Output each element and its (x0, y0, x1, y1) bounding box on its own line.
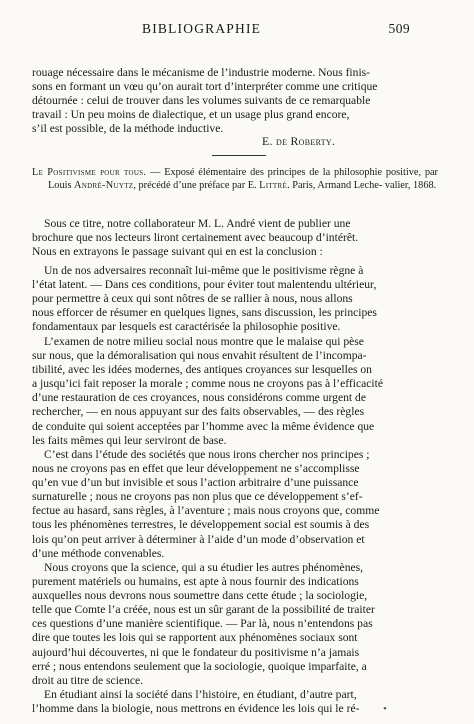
book-title: Le Positivisme pour tous. (32, 167, 147, 178)
text-line: d’une méthode convenables. (32, 546, 165, 560)
reference-text: par Louis (48, 167, 438, 191)
text-line: Un de nos adversaires reconnaît lui-même que le positivisme règne à (44, 264, 364, 277)
text-line: Nous croyons que la science, qui a su étudier les autres phénomènes, (44, 561, 364, 574)
text-line: s’il est possible, de la méthode inductive. (32, 122, 224, 136)
text-line: tibilité, avec les idées modernes, des antiques croyances sur lesquelles on (32, 363, 372, 377)
text-line: nous efforcer de résumer en quelques lignes, sans discussion, les principes (32, 306, 377, 320)
text-line: sons en formant un vœu qu’on aurait tort d’interpréter comme une critique (32, 80, 378, 94)
text-line: a jusqu’ici fait reposer la morale ; comme nous ne croyons pas à l’efficacité (32, 377, 384, 391)
review-signature: E. de Roberty. (262, 134, 336, 148)
text-line: erré ; nous entendons seulement que la sociologie, quoique imparfaite, a (32, 659, 367, 673)
text-line: tous les phénomènes terrestres, le développement social est soumis à des (32, 518, 370, 532)
text-line: rechercher, — en nous appuyant sur des faits observables, — des règles (32, 405, 365, 419)
quoted-paragraph-1 (32, 264, 440, 334)
text-line: auxquelles nous devrons nous soumettre dans cette étude ; la sociologie, (32, 589, 368, 603)
text-line: ces questions d’une manière scientifique. — Par là, nous n’entendons pas (32, 617, 373, 631)
text-line: En étudiant ainsi la société dans l’histoire, en étudiant, d’autre part, (44, 688, 357, 701)
text-line: rouage nécessaire dans le mécanisme de l’industrie moderne. Nous finis- (32, 66, 371, 79)
text-line: fectue au hasard, sans règles, à l’aventure ; mais nous croyons que, comme (32, 504, 380, 518)
book-reference (32, 167, 438, 192)
running-head-title: BIBLIOGRAPHIE (142, 21, 262, 36)
text-line: droit au titre de science. (32, 673, 144, 687)
text-line: les faits mêmes qui leur serviront de base. (32, 433, 227, 447)
text-line: C’est dans l’étude des sociétés que nous irons chercher nos principes ; (44, 448, 370, 461)
text-line: lois qu’on peut arriver à déterminer à l’aide d’un mode d’observation et (32, 532, 365, 546)
text-line: l’homme dans la biologie, nous mettrons en évidence les lois qui le ré- (32, 702, 360, 716)
reference-text: — Exposé élémentaire des principes de la philosophie positive, (146, 167, 422, 178)
text-line: de conduite qui soient acceptées par l’homme avec la même évidence que (32, 419, 375, 433)
quoted-paragraph-5 (32, 688, 440, 716)
quoted-paragraph-2 (32, 335, 440, 448)
text-line: sur nous, que la démoralisation qui nous envahit résultent de l’incompa- (32, 349, 367, 363)
text-line: Nous en extrayons le passage suivant qui en est la conclusion : (32, 245, 323, 259)
text-line: nous ne croyons pas en effet que leur développement ne s’accomplisse (32, 462, 360, 476)
text-line: Sous ce titre, notre collaborateur M. L. André vient de publier une (44, 217, 351, 230)
author-name: André-Nuytz (74, 179, 134, 191)
text-line: fondamentaux par lesquels est caractérisée la philosophie positive. (32, 320, 341, 334)
review-introduction (32, 217, 440, 259)
text-line: travail : Un peu moins de dialectique, et un usage plus grand encore, (32, 108, 350, 122)
prefacer-name: Littré (259, 179, 288, 191)
margin-mark: • (383, 703, 387, 715)
text-line: telle que Comte l’a créée, nous est un sûr garant de la possibilité de traiter (32, 603, 375, 617)
text-line: aujourd’hui découvertes, ni que le fondateur du positivisme n’a jamais (32, 645, 360, 659)
text-line: surnaturelle ; nous ne croyons pas non plus que ce développement s’ef- (32, 490, 363, 504)
page-number: 509 (388, 21, 410, 36)
reference-text: , précédé d’une préface par E. (133, 179, 260, 191)
section-divider (212, 155, 266, 156)
reference-citation (32, 167, 438, 192)
text-line: qu’en vue d’un but invisible et sous l’action arbitraire d’une puissance (32, 476, 359, 490)
text-line: d’une restauration de ces croyances, nous considérons comme urgent de (32, 391, 366, 405)
text-line: l’état latent. — Dans ces conditions, pour éviter tout malentendu ultérieur, (32, 278, 377, 292)
text-line: dire que toutes les lois qui se rapportent aux phénomènes sociaux sont (32, 631, 358, 645)
closing-review-paragraph (32, 66, 440, 136)
text-line: pour permettre à ceux qui sont nôtres de se rallier à nous, nous allons (32, 292, 353, 306)
reference-text: valier, 1868. (384, 179, 437, 191)
text-line: détournée : celui de trouver dans les volumes suivants de ce remarquable (32, 94, 371, 108)
text-line: L’examen de notre milieu social nous montre que le malaise qui pèse (44, 335, 364, 348)
text-line: brochure que nos lecteurs liront certainement avec beaucoup d’intérêt. (32, 231, 359, 245)
running-header (58, 21, 410, 37)
quoted-paragraph-4 (32, 561, 440, 688)
quoted-paragraph-3 (32, 448, 440, 561)
text-line: purement matériels ou humains, est apte à nous fournir des indications (32, 575, 359, 589)
reference-text: . Paris, Armand Leche- (287, 179, 383, 191)
